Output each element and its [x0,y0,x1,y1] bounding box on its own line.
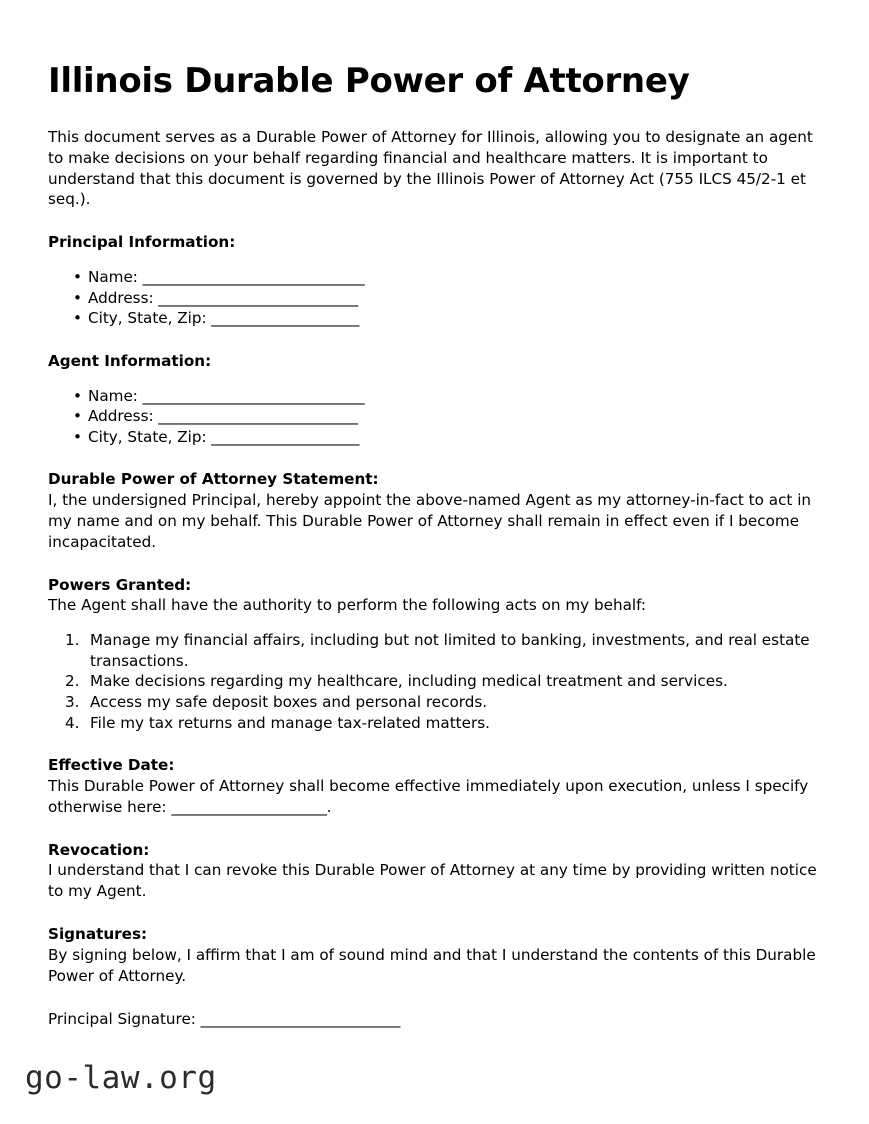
field-label-address: Address: [88,288,154,307]
powers-intro-paragraph: The Agent shall have the authority to perform the following acts on my behalf: [48,596,647,615]
field-blank-city-state-zip[interactable]: ____________________ [206,309,360,328]
field-label-name: Name: [88,268,138,287]
list-item: Manage my financial affairs, including but not limited to banking, investments, and real estate transactions. [90,631,810,670]
field-blank-name[interactable]: ______________________________ [137,268,365,287]
powers-granted-list [48,630,822,733]
field-blank-name[interactable]: ______________________________ [137,386,365,405]
revocation-paragraph: I understand that I can revoke this Durable Power of Attorney at any time by providing written notice to my Agent. [48,861,817,901]
principal-signature-line [48,1009,822,1030]
principal-signature-label: Principal Signature: [48,1010,196,1029]
agent-information-fields [48,386,822,448]
effective-date-period: . [326,797,332,816]
field-blank-address[interactable]: ___________________________ [153,288,358,307]
list-item [48,267,822,288]
list-item: File my tax returns and manage tax-related matters. [90,713,490,732]
effective-date-blank[interactable]: _____________________ [171,797,327,816]
intro-paragraph: This document serves as a Durable Power of Attorney for Illinois, allowing you to designate an agent to make decisions on your behalf regarding financial and healthcare matters. It is important to understand that this document is governed by the Illinois Power of Attorney Act (755 ILCS 45/2-1 et seq.). [48,128,813,209]
statement-heading: Durable Power of Attorney Statement: [48,470,379,489]
statement-paragraph: I, the undersigned Principal, hereby appoint the above-named Agent as my attorney-in-fact to act in my name and on my behalf. This Durable Power of Attorney shall remain in effect even if I become incapacitated. [48,491,812,551]
signatures-heading: Signatures: [48,924,148,943]
field-blank-city-state-zip[interactable]: ____________________ [206,427,360,446]
list-item [48,386,822,407]
effective-date-paragraph [48,776,822,818]
principal-information-heading: Principal Information: [48,233,236,252]
powers-granted-heading: Powers Granted: [48,575,192,594]
field-label-address: Address: [88,407,154,426]
field-label-city-state-zip: City, State, Zip: [88,309,207,328]
list-item [48,308,822,329]
list-item [48,288,822,309]
field-label-city-state-zip: City, State, Zip: [88,427,207,446]
effective-date-text: This Durable Power of Attorney shall become effective immediately upon execution, unless I specify otherwise here: [48,776,809,816]
page-title: Illinois Durable Power of Attorney [48,61,690,101]
list-item: Access my safe deposit boxes and personal records. [90,693,488,711]
list-item [48,427,822,448]
principal-signature-blank[interactable]: ___________________________ [195,1010,401,1029]
principal-information-fields [48,267,822,329]
signatures-paragraph: By signing below, I affirm that I am of sound mind and that I understand the contents of this Durable Power of Attorney. [48,945,816,985]
agent-information-heading: Agent Information: [48,351,212,370]
watermark: go-law.org [25,1060,217,1096]
list-item: Make decisions regarding my healthcare, including medical treatment and services. [90,672,728,691]
field-label-name: Name: [88,386,138,405]
revocation-heading: Revocation: [48,840,150,859]
effective-date-heading: Effective Date: [48,756,175,775]
field-blank-address[interactable]: ___________________________ [153,407,358,426]
list-item [48,406,822,427]
